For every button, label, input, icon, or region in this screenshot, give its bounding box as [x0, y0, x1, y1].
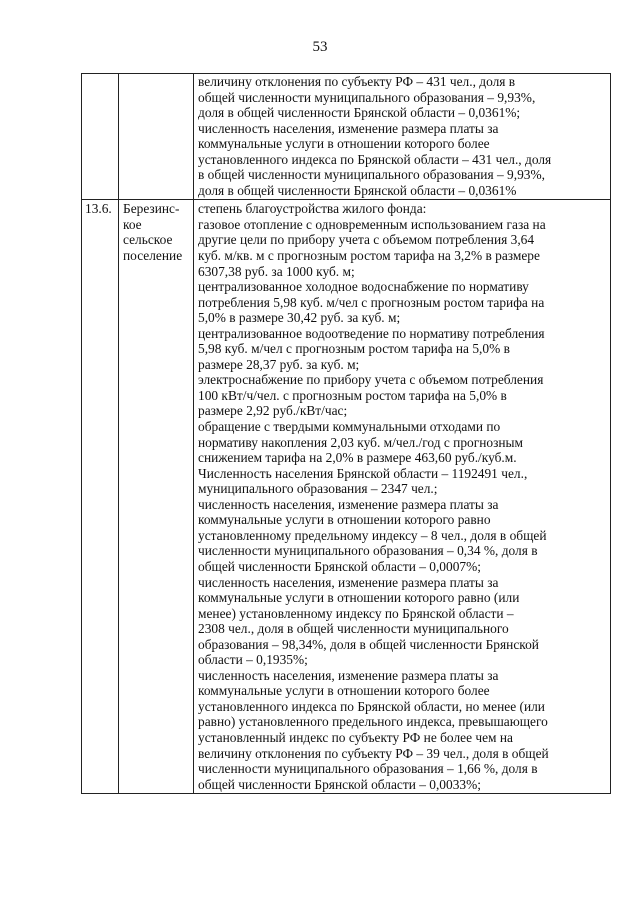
description-line: образования – 98,34%, доля в общей численности Брянской: [198, 636, 539, 652]
description-line: электроснабжение по прибору учета с объемом потребления: [198, 372, 544, 388]
municipality-name-cell: [119, 200, 194, 794]
description-line: размере 28,37 руб. за куб. м;: [198, 356, 360, 372]
description-line: установленный индекс по субъекту РФ не более чем на: [198, 729, 513, 745]
description-line: потребления 5,98 куб. м/чел с прогнозным ростом тарифа на: [198, 294, 545, 310]
municipality-name-line: поселение: [123, 248, 183, 264]
description-line: коммунальные услуги в отношении которого равно: [198, 512, 491, 528]
description-line: 6307,38 руб. за 1000 куб. м;: [198, 263, 355, 279]
table-row: [82, 74, 611, 200]
description-line: величину отклонения по субъекту РФ – 39 чел., доля в общей: [198, 745, 549, 761]
description-line: численности муниципального образования – 0,34 %, доля в: [198, 543, 538, 559]
description-line: равно) установленного предельного индекса, превышающего: [198, 714, 548, 730]
description-line: установленного индекса по Брянской области, но менее (или: [198, 698, 545, 714]
description-line: другие цели по прибору учета с объемом потребления 3,64: [198, 232, 535, 248]
description-line: общей численности муниципального образования – 9,93%,: [198, 89, 536, 105]
description-line: муниципального образования – 2347 чел.;: [198, 481, 438, 497]
description-line: численность населения, изменение размера платы за: [198, 496, 499, 512]
description-line: 5,98 куб. м/чел с прогнозным ростом тарифа на 5,0% в: [198, 341, 510, 357]
description-cell: [194, 74, 611, 200]
description-line: менее) установленному индексу по Брянской области –: [198, 605, 514, 621]
description-line: 100 кВт/ч/чел. с прогнозным ростом тарифа на 5,0% в: [198, 387, 507, 403]
description-cell: [194, 200, 611, 794]
description-line: степень благоустройства жилого фонда:: [198, 201, 427, 217]
description-line: коммунальные услуги в отношении которого более: [198, 683, 490, 699]
description-line: численность населения, изменение размера платы за: [198, 667, 499, 683]
description-line: доля в общей численности Брянской области – 0,0361%: [198, 182, 517, 198]
description-line: численности муниципального образования – 1,66 %, доля в: [198, 761, 538, 777]
description-line: области – 0,1935%;: [198, 652, 308, 668]
description-line: 2308 чел., доля в общей численности муниципального: [198, 621, 509, 637]
description-line: доля в общей численности Брянской области – 0,0361%;: [198, 105, 521, 121]
municipality-name-line: кое: [123, 216, 142, 232]
page-number: 53: [312, 39, 328, 55]
municipality-name-line: сельское: [123, 232, 173, 248]
description-line: централизованное холодное водоснабжение по нормативу: [198, 279, 529, 295]
description-line: общей численности Брянской области – 0,0033%;: [198, 776, 481, 792]
municipality-name-line: Березинс-: [123, 201, 180, 217]
description-line: куб. м/кв. м с прогнозным ростом тарифа на 3,2% в размере: [198, 248, 540, 264]
description-line: централизованное водоотведение по нормативу потребления: [198, 325, 545, 341]
document-table: [81, 73, 611, 794]
table-body: [82, 74, 611, 794]
description-line: Численность населения Брянской области – 1192491 чел.,: [198, 465, 528, 481]
description-line: установленному предельному индексу – 8 чел., доля в общей: [198, 527, 547, 543]
description-line: общей численности Брянской области – 0,0007%;: [198, 558, 481, 574]
description-line: в общей численности муниципального образования – 9,93%,: [198, 167, 545, 183]
description-line: численность населения, изменение размера платы за: [198, 120, 499, 136]
description-line: коммунальные услуги в отношении которого равно (или: [198, 590, 520, 606]
description-line: величину отклонения по субъекту РФ – 431 чел., доля в: [198, 74, 516, 89]
description-line: газовое отопление с одновременным использованием газа на: [198, 216, 546, 232]
description-line: размере 2,92 руб./кВт/час;: [198, 403, 348, 419]
municipality-name-cell: [119, 74, 194, 200]
description-line: 5,0% в размере 30,42 руб. за куб. м;: [198, 310, 401, 326]
description-line: коммунальные услуги в отношении которого более: [198, 136, 490, 152]
row-number-cell: [82, 74, 119, 200]
description-line: нормативу накопления 2,03 куб. м/чел./год с прогнозным: [198, 434, 524, 450]
description-line: установленного индекса по Брянской области – 431 чел., доля: [198, 151, 552, 167]
table-row: [82, 200, 611, 794]
description-line: обращение с твердыми коммунальными отходами по: [198, 419, 501, 435]
description-line: снижением тарифа на 2,0% в размере 463,60 руб./куб.м.: [198, 450, 517, 466]
row-number-cell: 13.6.: [82, 200, 119, 794]
description-line: численность населения, изменение размера платы за: [198, 574, 499, 590]
